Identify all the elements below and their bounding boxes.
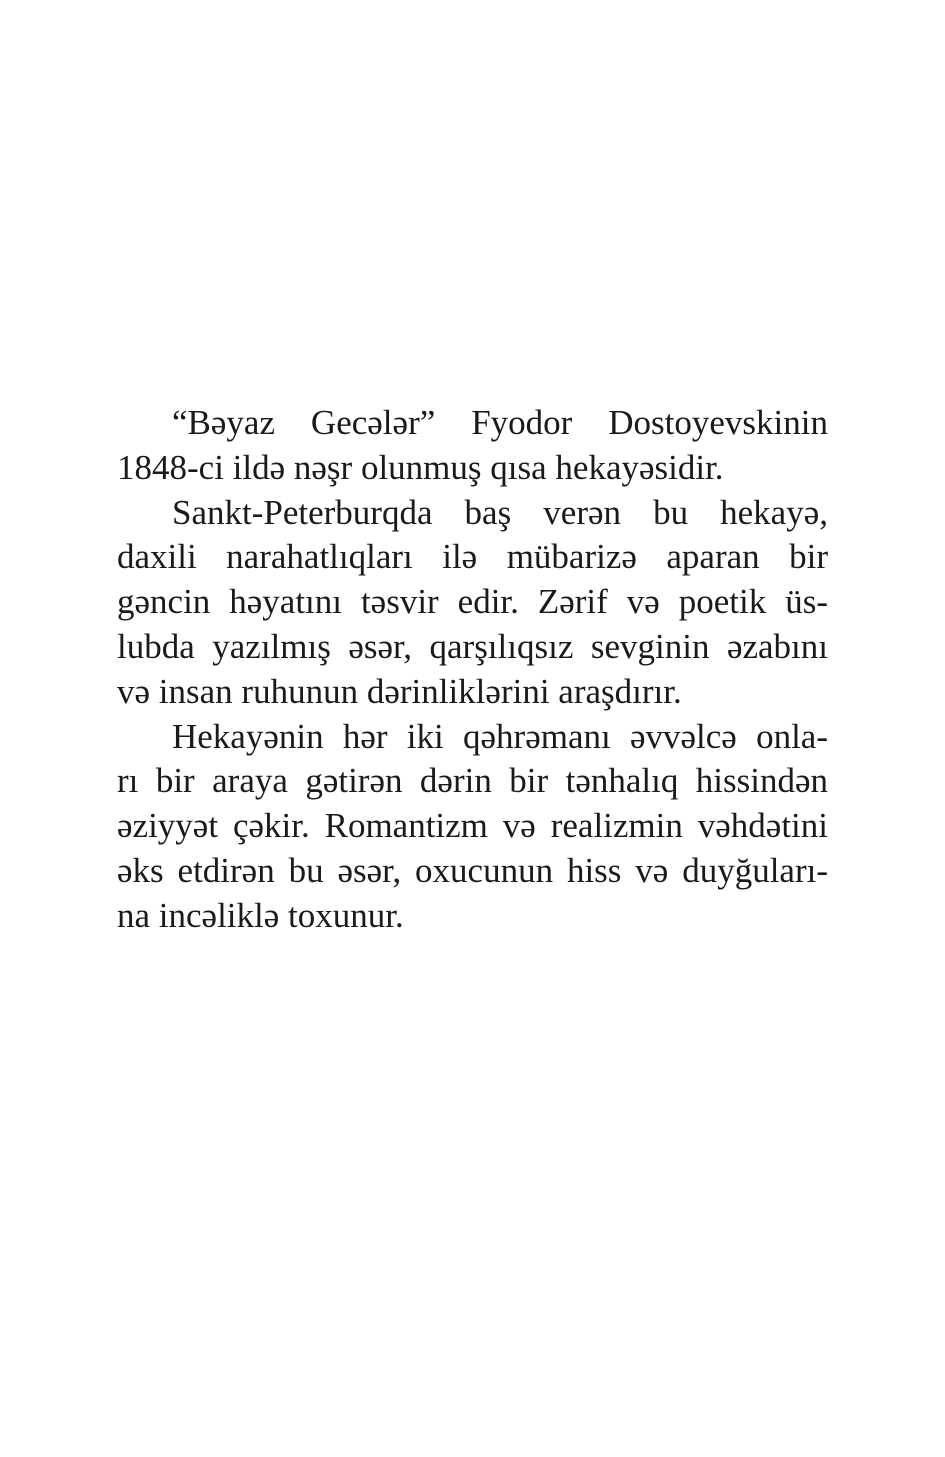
body-text (117, 401, 828, 939)
paragraph-3-line-4: əks etdirən bu əsər, oxucunun hiss və duyğuları- (117, 850, 828, 890)
paragraph-2-line-5: və insan ruhunun dərinliklərini araşdırır. (117, 671, 682, 711)
paragraph-2-line-4: lubda yazılmış əsər, qarşılıqsız sevginin əzabını (117, 626, 828, 666)
paragraph-2-line-2: daxili narahatlıqları ilə mübarizə aparan bir (117, 537, 828, 577)
paragraph-3-line-5: na incəliklə toxunur. (117, 895, 404, 935)
paragraph-2-line-1: Sankt-Peterburqda baş verən bu hekayə, (172, 492, 828, 532)
paragraph-1-line-2: 1848-ci ildə nəşr olunmuş qısa hekayəsidir. (117, 447, 724, 487)
paragraph-3-line-2: rı bir araya gətirən dərin bir tənhalıq hissindən (117, 761, 828, 801)
paragraph-3-line-3: əziyyət çəkir. Romantizm və realizmin vəhdətini (117, 806, 828, 846)
paragraph-3-line-1: Hekayənin hər iki qəhrəmanı əvvəlcə onla- (172, 716, 828, 756)
paragraph-1-line-1: “Bəyaz Gecələr” Fyodor Dostoyevskinin (172, 403, 828, 442)
paragraph-2-line-3: gəncin həyatını təsvir edir. Zərif və poetik üs- (117, 582, 828, 622)
